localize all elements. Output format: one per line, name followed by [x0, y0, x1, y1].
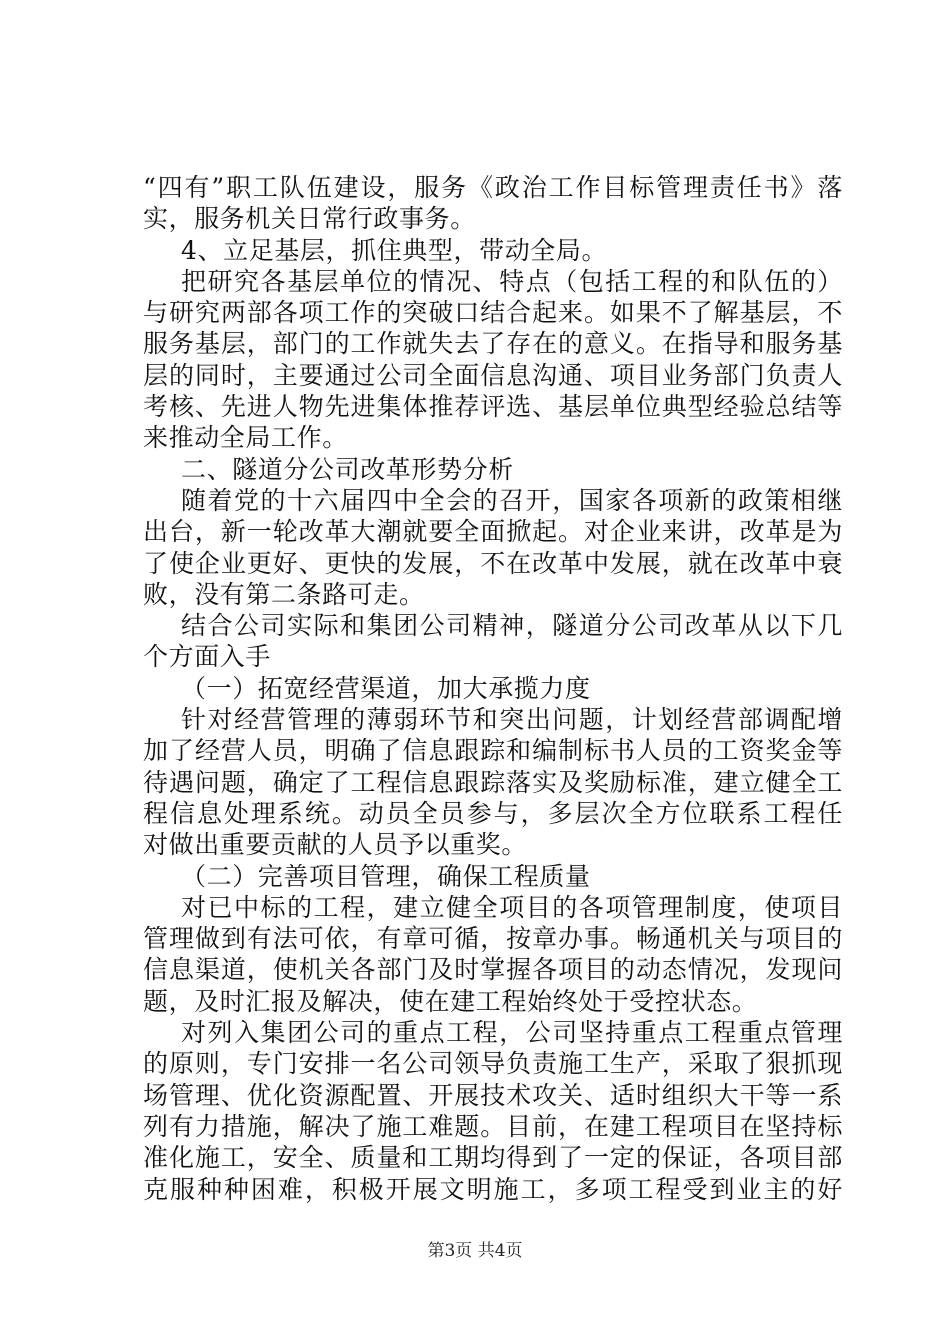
paragraph-line: 对已中标的工程，建立健全项目的各项管理制度，使项目 [181, 892, 843, 922]
paragraph-line: 层的同时，主要通过公司全面信息沟通、项目业务部门负责人 [143, 360, 843, 390]
paragraph-line: 了使企业更好、更快的发展，不在改革中发展，就在改革中衰 [143, 548, 843, 578]
paragraph-line: 出台，新一轮改革大潮就要全面掀起。对企业来讲，改革是为 [143, 517, 843, 547]
paragraph-line: “四有”职工队伍建设，服务《政治工作目标管理责任书》落 [143, 173, 843, 202]
paragraph-line: 结合公司实际和集团公司精神，隧道分公司改革从以下几 [181, 611, 843, 641]
section-heading: （一）拓宽经营渠道，加大承揽力度 [181, 673, 591, 703]
section-heading: 二、隧道分公司改革形势分析 [181, 454, 514, 484]
paragraph-line: 对做出重要贡献的人员予以重奖。 [143, 830, 528, 860]
paragraph-line: 来推动全局工作。 [143, 423, 348, 453]
paragraph-line: 把研究各基层单位的情况、特点（包括工程的和队伍的） [181, 266, 843, 296]
paragraph-line: 个方面入手 [143, 642, 272, 672]
paragraph-line: 与研究两部各项工作的突破口结合起来。如果不了解基层，不 [143, 298, 843, 328]
paragraph-line: 考核、先进人物先进集体推荐评选、基层单位典型经验总结等 [143, 392, 843, 422]
document-body [143, 172, 843, 1205]
paragraph-line: 实，服务机关日常行政事务。 [143, 204, 476, 234]
paragraph-line: 加了经营人员，明确了信息跟踪和编制标书人员的工资奖金等 [143, 736, 843, 766]
paragraph-line: 信息渠道，使机关各部门及时掌握各项目的动态情况，发现问 [143, 955, 843, 985]
paragraph-line: 题，及时汇报及解决，使在建工程始终处于受控状态。 [143, 986, 758, 1016]
paragraph-line: 准化施工，安全、质量和工期均得到了一定的保证，各项目部 [143, 1143, 843, 1173]
paragraph-line: 败，没有第二条路可走。 [143, 579, 425, 609]
paragraph-line: 针对经营管理的薄弱环节和突出问题，计划经营部调配增 [181, 705, 843, 735]
section-heading: （二）完善项目管理，确保工程质量 [181, 861, 591, 891]
page-number-footer: 第3页 共4页 [427, 1241, 523, 1261]
paragraph-line: 的原则，专门安排一名公司领导负责施工生产，采取了狠抓现 [143, 1049, 843, 1079]
paragraph-line: 场管理、优化资源配置、开展技术攻关、适时组织大干等一系 [143, 1080, 843, 1110]
paragraph-line: 克服种种困难，积极开展文明施工，多项工程受到业主的好 [143, 1174, 843, 1204]
paragraph-line: 列有力措施，解决了施工难题。目前，在建工程项目在坚持标 [143, 1111, 843, 1141]
paragraph-line: 服务基层，部门的工作就失去了存在的意义。在指导和服务基 [143, 329, 843, 359]
paragraph-line: 程信息处理系统。动员全员参与，多层次全方位联系工程任 [143, 798, 843, 828]
paragraph-line: 随着党的十六届四中全会的召开，国家各项新的政策相继 [181, 485, 843, 515]
section-heading: 4、立足基层，抓住典型，带动全局。 [181, 235, 608, 265]
paragraph-line: 对列入集团公司的重点工程，公司坚持重点工程重点管理 [181, 1018, 843, 1048]
paragraph-line: 待遇问题，确定了工程信息跟踪落实及奖励标准，建立健全工 [143, 767, 843, 797]
paragraph-line: 管理做到有法可依，有章可循，按章办事。畅通机关与项目的 [143, 924, 843, 954]
